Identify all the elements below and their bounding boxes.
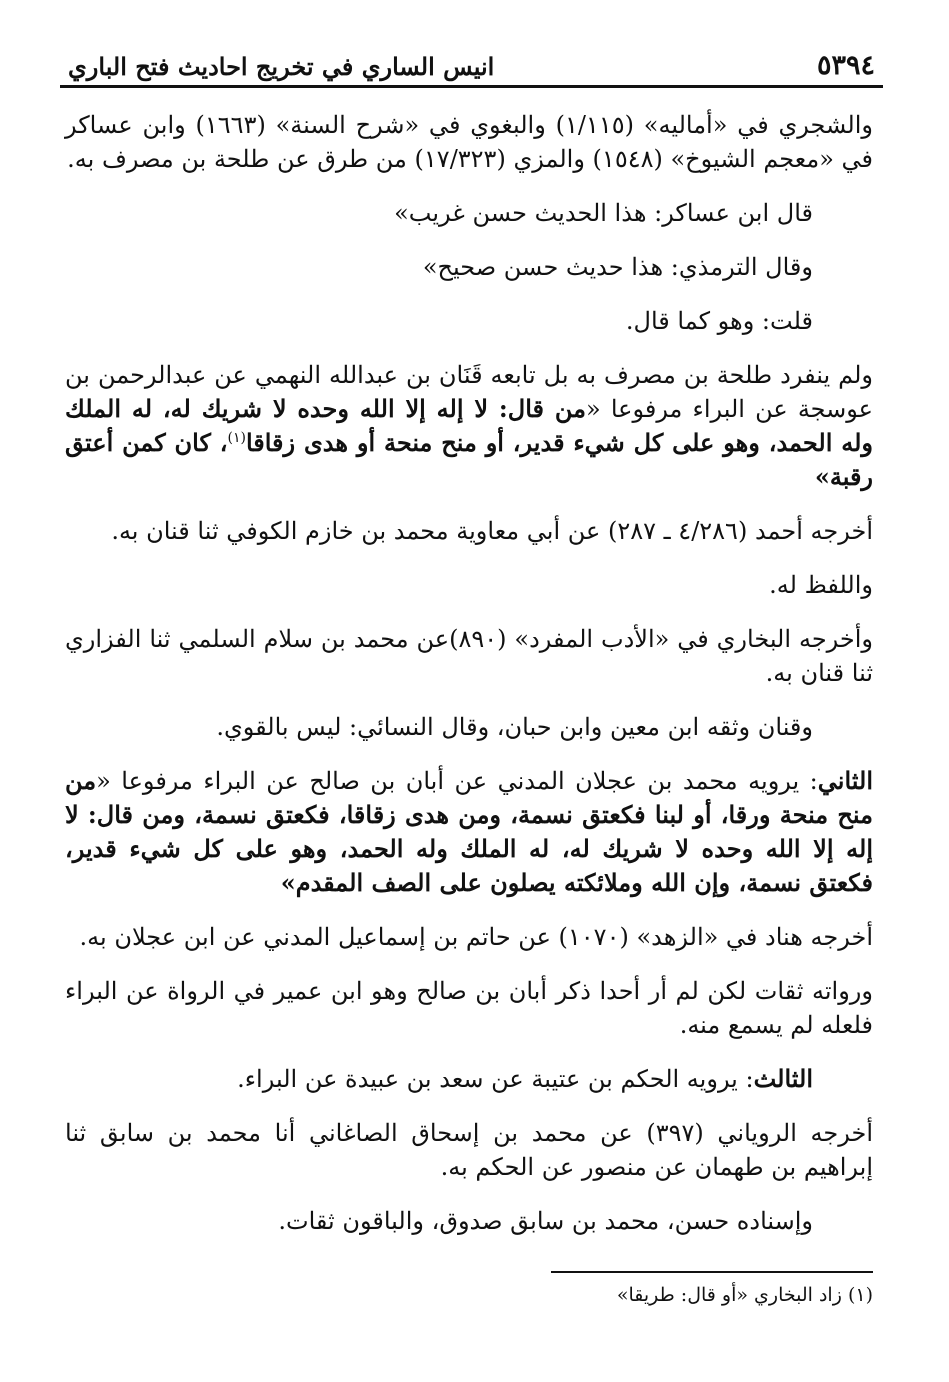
paragraph-2: قال ابن عساكر: هذا الحديث حسن غريب» xyxy=(394,199,813,227)
paragraph-15: وإسناده حسن، محمد بن سابق صدوق، والباقون ثقات. xyxy=(278,1207,813,1235)
footnote-text: زاد البخاري «أو قال: طريقا» xyxy=(616,1284,842,1306)
paragraph-9: وقنان وثقه ابن معين وابن حبان، وقال النسائي: ليس بالقوي. xyxy=(216,713,813,741)
running-title: انيس الساري في تخريج احاديث فتح الباري xyxy=(68,52,495,81)
paragraph-5: ولم ينفرد طلحة بن مصرف به بل تابعه قَنَان بن عبدالله النهمي عن عبدالرحمن بن عوسجة عن البراء مرفوعا «من قال: لا إله إلا الله وحده لا شريك له، له الملك وله الحمد، وهو على كل شيء قدير، أو منح منحة أو هدى زقاقا$^{(١)}$، كان كمن أعتق رقبة» xyxy=(65,361,874,491)
header-rule xyxy=(60,85,883,88)
paragraph-12: ورواته ثقات لكن لم أر أحدا ذكر أبان بن صالح وهو ابن عمير في الرواة عن البراء فلعله لم يسمع منه. xyxy=(65,977,873,1039)
footnote xyxy=(617,1284,873,1306)
footnote-ref: (١) xyxy=(227,430,246,446)
footnote-marker: (١) xyxy=(847,1284,873,1306)
footnote-rule xyxy=(551,1271,873,1273)
paragraph-14: أخرجه الروياني (٣٩٧) عن محمد بن إسحاق الصاغاني أنا محمد بن سابق ثنا إبراهيم بن طهمان عن منصور عن الحكم به. xyxy=(65,1119,873,1181)
section-lead: الثاني xyxy=(817,766,873,795)
paragraph-10: الثاني: يرويه محمد بن عجلان المدني عن أبان بن صالح عن البراء مرفوعا «من منح منحة ورقا، أو لبنا فكعتق نسمة، ومن هدى زقاقا، فكعتق نسمة، ومن قال: لا إله إلا الله وحده لا شريك له، له الملك وله الحمد، وهو على كل شيء قدير، فكعتق نسمة، وإن الله وملائكته يصلون على الصف المقدم» xyxy=(65,766,873,897)
page-number: ٥٣٩٤ xyxy=(816,50,875,81)
hadith-text: من منح منحة ورقا، أو لبنا فكعتق نسمة، ومن هدى زقاقا، فكعتق نسمة، ومن قال: لا إله إلا الله وحده لا شريك له، له الملك وله الحمد، وهو على كل شيء قدير، فكعتق نسمة، وإن الله وملائكته يصلون على الصف المقدم» xyxy=(65,766,873,897)
paragraph-4: قلت: وهو كما قال. xyxy=(625,307,813,335)
paragraph-6: أخرجه أحمد (٤/٢٨٦ ـ ٢٨٧) عن أبي معاوية محمد بن خازم الكوفي ثنا قنان به. xyxy=(111,517,873,545)
paragraph-1: والشجري في «أماليه» (١/١١٥) والبغوي في «شرح السنة» (١٦٦٣) وابن عساكر في «معجم الشيوخ» (١٥٤٨) والمزي (١٧/٣٢٣) من طرق عن طلحة بن مصرف به. xyxy=(65,111,873,173)
hadith-text: من قال: لا إله إلا الله وحده لا شريك له، له الملك وله الحمد، وهو على كل شيء قدير، أو منح منحة أو هدى زقاقا xyxy=(65,394,874,457)
paragraph-13: الثالث: يرويه الحكم بن عتيبة عن سعد بن عبيدة عن البراء. xyxy=(237,1064,813,1093)
paragraph-11: أخرجه هناد في «الزهد» (١٠٧٠) عن حاتم بن إسماعيل المدني عن ابن عجلان به. xyxy=(79,923,873,951)
paragraph-8: وأخرجه البخاري في «الأدب المفرد» (٨٩٠)عن محمد بن سلام السلمي ثنا الفزاري ثنا قنان به. xyxy=(65,625,874,687)
paragraph-3: وقال الترمذي: هذا حديث حسن صحيح» xyxy=(422,253,813,281)
page-header xyxy=(60,48,883,88)
paragraph-7: واللفظ له. xyxy=(769,571,873,599)
page-body xyxy=(65,108,873,1258)
section-lead: الثالث xyxy=(753,1064,813,1093)
